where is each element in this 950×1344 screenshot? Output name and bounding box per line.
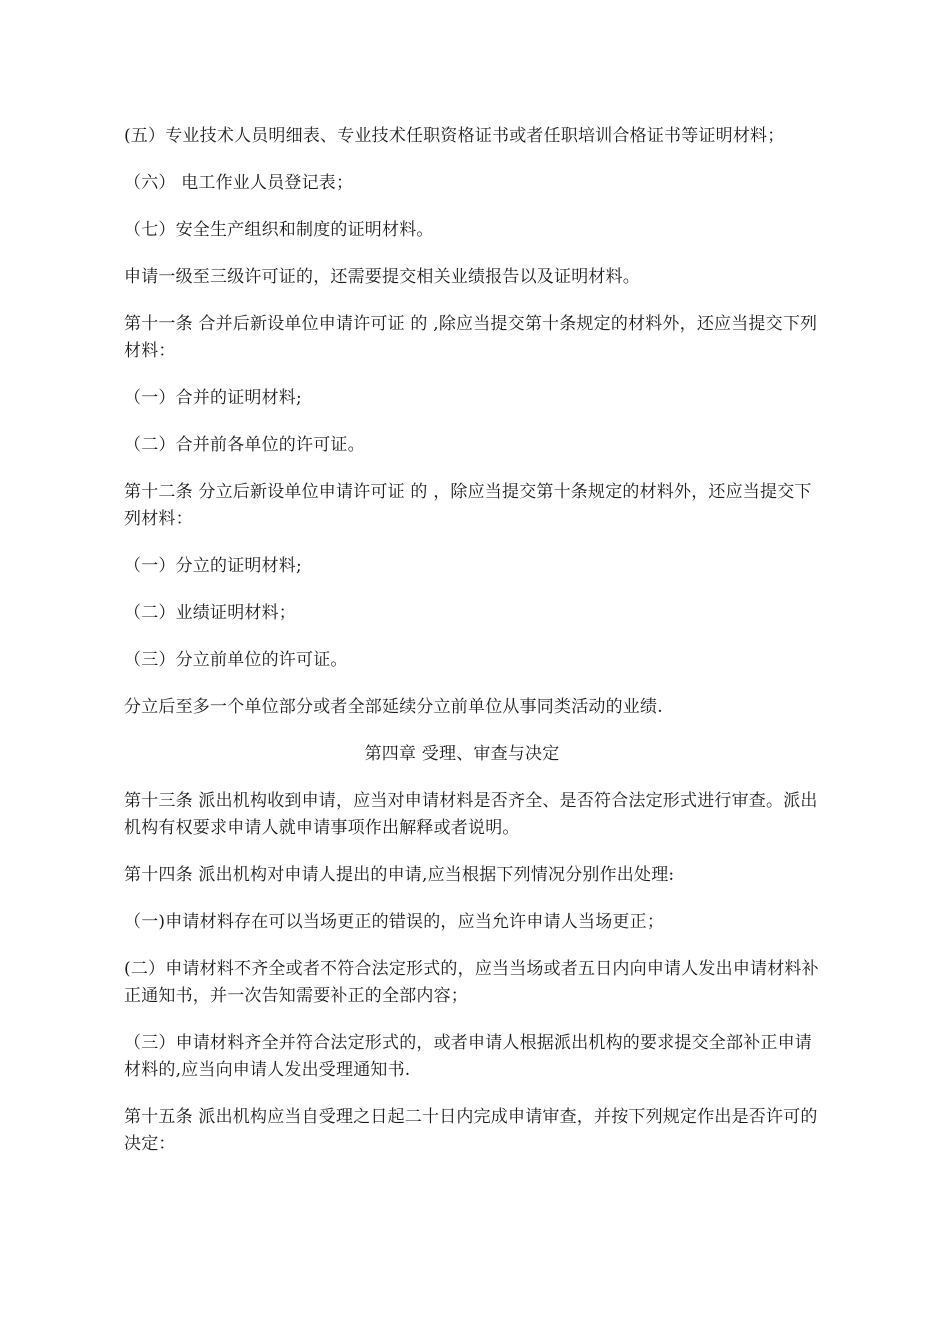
document-page <box>124 123 824 1178</box>
article-12-item-2: （二）业绩证明材料； <box>124 603 296 623</box>
article-14-item-3: （三）申请材料齐全并符合法定形式的，或者申请人根据派出机构的要求提交全部补正申请材料的,应当向申请人发出受理通知书. <box>124 1033 812 1080</box>
article-12-note: 分立后至多一个单位部分或者全部延续分立前单位从事同类活动的业绩. <box>124 697 663 717</box>
article-14-item-1: （一)申请材料存在可以当场更正的错误的，应当允许申请人当场更正； <box>124 912 665 932</box>
article-13: 第十三条 派出机构收到申请，应当对申请材料是否齐全、是否符合法定形式进行审查。派出机构有权要求申请人就申请事项作出解释或者说明。 <box>124 791 818 838</box>
article-11-item-1: （一）合并的证明材料; <box>124 388 302 408</box>
article-12-item-3: （三）分立前单位的许可证。 <box>124 650 348 670</box>
article-14: 第十四条 派出机构对申请人提出的申请,应当根据下列情况分别作出处理: <box>124 865 675 885</box>
article-11-item-2: （二）合并前各单位的许可证。 <box>124 435 365 455</box>
paragraph-item-5: (五）专业技术人员明细表、专业技术任职资格证书或者任职培训合格证书等证明材料； <box>124 126 785 146</box>
article-11: 第十一条 合并后新设单位申请许可证 的 ,除应当提交第十条规定的材料外，还应当提交下列材料： <box>124 314 818 361</box>
paragraph-item-7: （七）安全生产组织和制度的证明材料。 <box>124 220 434 240</box>
paragraph-item-6: （六） 电工作业人员登记表； <box>124 173 354 193</box>
paragraph-level-1-3-note: 申请一级至三级许可证的，还需要提交相关业绩报告以及证明材料。 <box>124 267 640 287</box>
article-12-item-1: （一）分立的证明材料; <box>124 556 302 576</box>
article-14-item-2: (二）申请材料不齐全或者不符合法定形式的，应当当场或者五日内向申请人发出申请材料补正通知书，并一次告知需要补正的全部内容； <box>124 959 819 1006</box>
article-15: 第十五条 派出机构应当自受理之日起二十日内完成申请审查，并按下列规定作出是否许可的决定： <box>124 1107 818 1154</box>
article-12: 第十二条 分立后新设单位申请许可证 的 ，除应当提交第十条规定的材料外，还应当提交下列材料： <box>124 482 812 529</box>
chapter-4-heading: 第四章 受理、审查与决定 <box>364 744 560 764</box>
